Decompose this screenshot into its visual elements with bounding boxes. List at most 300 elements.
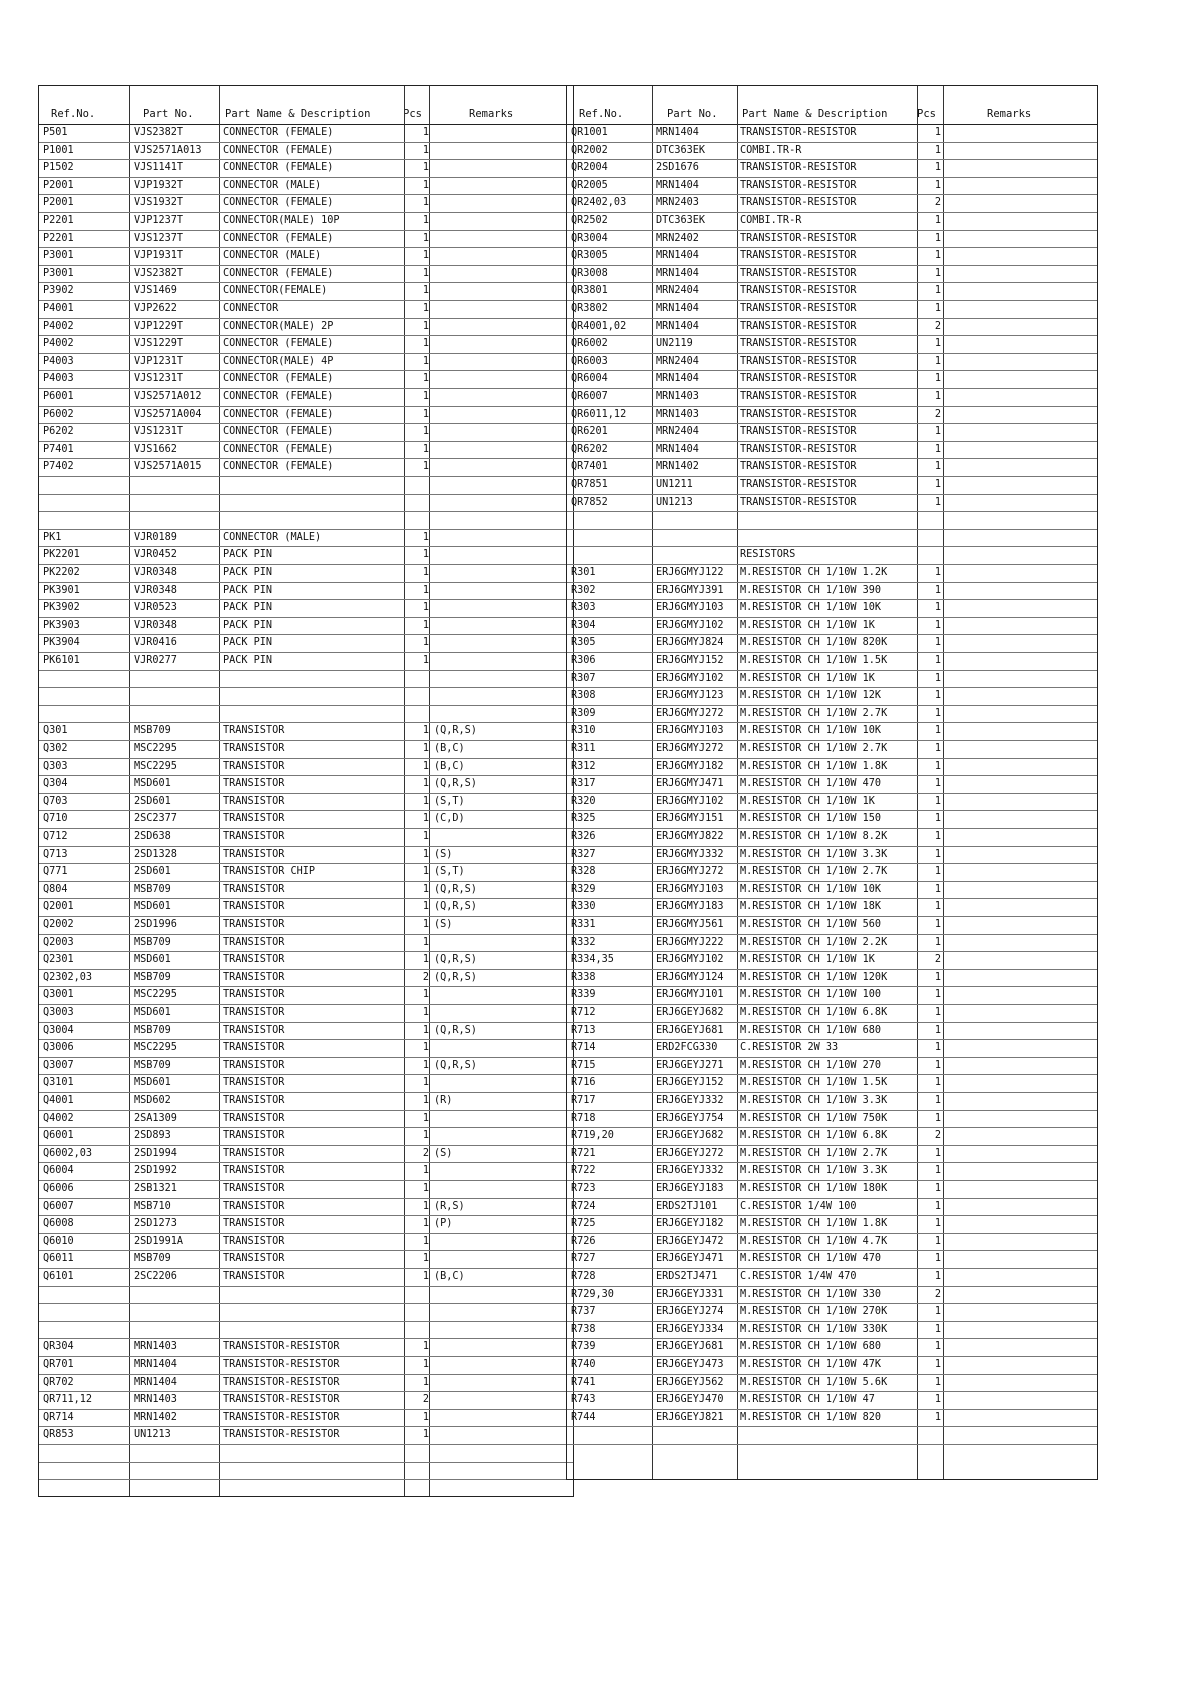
- part-no-cell: VJS1229T: [134, 338, 184, 350]
- part-no-cell: VJS2382T: [134, 267, 184, 279]
- part-no-cell: ERJ6GEYJ332: [656, 1095, 724, 1106]
- ref-no-cell: QR701: [43, 1359, 74, 1370]
- table-row: [39, 476, 573, 495]
- ref-no-cell: R312: [571, 760, 596, 772]
- table-row: [567, 1198, 1097, 1217]
- table-row: [567, 564, 1097, 583]
- part-name-cell: CONNECTOR(MALE) 4P: [223, 355, 334, 367]
- part-no-cell: VJS2571A012: [134, 391, 202, 402]
- part-name-cell: COMBI.TR-R: [740, 215, 802, 226]
- part-no-cell: ERDS2TJ101: [656, 1200, 718, 1212]
- ref-no-cell: R327: [571, 848, 596, 860]
- pcs-cell: 1: [934, 778, 941, 790]
- pcs-cell: 1: [934, 1253, 941, 1265]
- ref-no-cell: R737: [571, 1306, 596, 1318]
- ref-no-cell: R325: [571, 813, 596, 825]
- ref-no-cell: Q712: [43, 831, 68, 842]
- remarks-cell: (B,C): [434, 760, 465, 772]
- table-row: [39, 335, 573, 354]
- ref-no-cell: QR7852: [571, 496, 608, 508]
- part-no-cell: VJR0277: [134, 655, 177, 666]
- ref-no-cell: R309: [571, 707, 596, 719]
- pcs-cell: 2: [422, 1394, 429, 1406]
- table-row: [567, 1180, 1097, 1199]
- pcs-cell: 1: [934, 672, 941, 684]
- pcs-cell: 2: [422, 1147, 429, 1159]
- pcs-cell: 1: [422, 1165, 429, 1177]
- table-row: [567, 476, 1097, 495]
- ref-no-cell: PK3902: [43, 602, 80, 614]
- part-no-cell: 2SD601: [134, 866, 171, 878]
- ref-no-cell: QR714: [43, 1411, 74, 1423]
- part-no-cell: VJS1662: [134, 443, 177, 455]
- part-name-cell: PACK PIN: [223, 637, 273, 649]
- ref-no-cell: Q713: [43, 848, 68, 860]
- table-row: [39, 353, 573, 372]
- part-no-cell: VJR0348: [134, 584, 177, 596]
- pcs-cell: 1: [422, 320, 429, 332]
- part-no-cell: VJS1932T: [134, 197, 184, 209]
- part-no-cell: MRN2404: [656, 355, 699, 367]
- pcs-cell: 1: [934, 919, 941, 930]
- table-row: [567, 582, 1097, 601]
- ref-no-cell: Q6010: [43, 1235, 74, 1247]
- table-row: [567, 335, 1097, 354]
- part-no-cell: MRN1402: [134, 1411, 177, 1423]
- part-name-cell: M.RESISTOR CH 1/10W 2.7K: [740, 1147, 888, 1159]
- table-row: [39, 898, 573, 917]
- ref-no-cell: QR853: [43, 1429, 74, 1441]
- pcs-cell: 1: [934, 1095, 941, 1106]
- ref-no-cell: QR3008: [571, 267, 608, 279]
- table-row: [567, 1162, 1097, 1181]
- ref-no-cell: QR6003: [571, 355, 608, 367]
- ref-no-cell: Q2002: [43, 919, 74, 930]
- part-name-cell: M.RESISTOR CH 1/10W 1.5K: [740, 1077, 888, 1089]
- part-no-cell: DTC363EK: [656, 144, 706, 156]
- part-name-cell: TRANSISTOR-RESISTOR: [223, 1341, 340, 1353]
- part-name-cell: CONNECTOR (MALE): [223, 531, 322, 543]
- pcs-cell: 1: [934, 831, 941, 842]
- part-name-cell: CONNECTOR (FEMALE): [223, 338, 334, 350]
- pcs-cell: 1: [422, 426, 429, 438]
- part-no-cell: MRN1404: [656, 303, 699, 314]
- remarks-cell: (R): [434, 1095, 453, 1106]
- part-name-cell: TRANSISTOR-RESISTOR: [740, 303, 857, 314]
- part-name-cell: TRANSISTOR: [223, 848, 285, 860]
- table-row: [567, 951, 1097, 970]
- part-name-cell: M.RESISTOR CH 1/10W 1.5K: [740, 655, 888, 666]
- part-no-cell: ERJ6GMYJ101: [656, 989, 724, 1001]
- part-no-cell: MSC2295: [134, 743, 177, 754]
- part-name-cell: M.RESISTOR CH 1/10W 750K: [740, 1112, 888, 1124]
- part-no-cell: ERJ6GMYJ471: [656, 778, 724, 790]
- part-name-cell: TRANSISTOR-RESISTOR: [223, 1376, 340, 1388]
- part-name-cell: TRANSISTOR-RESISTOR: [740, 355, 857, 367]
- part-name-cell: CONNECTOR (FEMALE): [223, 267, 334, 279]
- ref-no-cell: QR3802: [571, 303, 608, 314]
- part-no-cell: ERD2FCG330: [656, 1042, 718, 1054]
- part-no-cell: ERJ6GEYJ682: [656, 1130, 724, 1142]
- part-no-cell: MRN1404: [134, 1376, 177, 1388]
- table-row: [39, 1286, 573, 1305]
- ref-no-cell: Q304: [43, 778, 68, 790]
- pcs-cell: 1: [422, 1411, 429, 1423]
- part-name-cell: C.RESISTOR 2W 33: [740, 1042, 839, 1054]
- table-row: [567, 775, 1097, 794]
- part-no-cell: MRN1404: [656, 373, 699, 385]
- pcs-cell: 1: [934, 760, 941, 772]
- ref-no-cell: PK3903: [43, 619, 80, 631]
- part-name-cell: TRANSISTOR: [223, 1183, 285, 1194]
- part-no-cell: ERJ6GEYJ334: [656, 1323, 724, 1335]
- table-row: [567, 793, 1097, 812]
- pcs-cell: 1: [422, 778, 429, 790]
- part-no-cell: VJR0348: [134, 619, 177, 631]
- part-name-cell: M.RESISTOR CH 1/10W 1.2K: [740, 567, 888, 578]
- pcs-cell: 1: [934, 1359, 941, 1370]
- part-name-cell: TRANSISTOR-RESISTOR: [740, 338, 857, 350]
- part-no-cell: UN1211: [656, 479, 693, 490]
- part-name-cell: CONNECTOR (FEMALE): [223, 197, 334, 209]
- ref-no-cell: P1001: [43, 144, 74, 156]
- table-row: [39, 406, 573, 425]
- remarks-cell: (C,D): [434, 813, 465, 825]
- part-no-cell: VJS2571A013: [134, 144, 202, 156]
- part-no-cell: MSB709: [134, 1253, 171, 1265]
- ref-no-cell: R718: [571, 1112, 596, 1124]
- pcs-cell: 1: [934, 1341, 941, 1353]
- table-row: [39, 1145, 573, 1164]
- ref-no-cell: QR6002: [571, 338, 608, 350]
- ref-no-cell: QR711,12: [43, 1394, 93, 1406]
- table-row: [567, 247, 1097, 266]
- remarks-cell: (P): [434, 1218, 453, 1230]
- ref-no-cell: Q303: [43, 760, 68, 772]
- pcs-cell: 1: [422, 1183, 429, 1194]
- pcs-cell: 1: [422, 1077, 429, 1089]
- pcs-cell: 1: [934, 813, 941, 825]
- remarks-cell: (S,T): [434, 795, 465, 807]
- pcs-cell: 1: [934, 1077, 941, 1089]
- pcs-cell: 1: [422, 1341, 429, 1353]
- part-name-cell: TRANSISTOR: [223, 813, 285, 825]
- table-header: [39, 86, 573, 125]
- table-row: [567, 828, 1097, 847]
- table-row: [567, 265, 1097, 284]
- ref-no-cell: R738: [571, 1323, 596, 1335]
- part-name-cell: M.RESISTOR CH 1/10W 680: [740, 1024, 882, 1036]
- pcs-cell: 1: [422, 179, 429, 191]
- pcs-cell: 1: [422, 1253, 429, 1265]
- pcs-cell: 2: [934, 1130, 941, 1142]
- pcs-cell: 1: [422, 919, 429, 930]
- part-name-cell: TRANSISTOR: [223, 1271, 285, 1282]
- ref-no-cell: QR6011,12: [571, 408, 627, 420]
- table-row: [567, 670, 1097, 689]
- table-row: [39, 1074, 573, 1093]
- part-no-cell: VJS2382T: [134, 127, 184, 138]
- part-name-cell: M.RESISTOR CH 1/10W 470: [740, 778, 882, 790]
- table-row: [39, 758, 573, 777]
- ref-no-cell: R744: [571, 1411, 596, 1423]
- part-name-cell: TRANSISTOR-RESISTOR: [223, 1359, 340, 1370]
- ref-no-cell: R728: [571, 1271, 596, 1282]
- part-name-cell: PACK PIN: [223, 655, 273, 666]
- ref-no-cell: Q6101: [43, 1271, 74, 1282]
- pcs-cell: 1: [934, 1394, 941, 1406]
- part-name-cell: TRANSISTOR: [223, 1059, 285, 1071]
- part-no-cell: 2SD638: [134, 831, 171, 842]
- part-name-cell: TRANSISTOR-RESISTOR: [223, 1429, 340, 1441]
- ref-no-cell: P2201: [43, 232, 74, 244]
- ref-no-cell: R729,30: [571, 1288, 614, 1300]
- pcs-cell: 1: [934, 391, 941, 402]
- pcs-cell: 1: [934, 1147, 941, 1159]
- part-no-cell: DTC363EK: [656, 215, 706, 226]
- table-row: [39, 1057, 573, 1076]
- part-name-cell: M.RESISTOR CH 1/10W 150: [740, 813, 882, 825]
- part-no-cell: VJS1237T: [134, 232, 184, 244]
- part-name-cell: TRANSISTOR-RESISTOR: [740, 408, 857, 420]
- part-no-cell: ERJ6GEYJ182: [656, 1218, 724, 1230]
- part-name-cell: TRANSISTOR-RESISTOR: [740, 391, 857, 402]
- ref-no-cell: Q3007: [43, 1059, 74, 1071]
- part-name-cell: PACK PIN: [223, 602, 273, 614]
- part-name-cell: TRANSISTOR: [223, 971, 285, 983]
- pcs-cell: 1: [934, 725, 941, 737]
- part-no-cell: ERJ6GEYJ681: [656, 1024, 724, 1036]
- table-row: [567, 1426, 1097, 1445]
- table-row: [39, 1022, 573, 1041]
- table-row: [567, 546, 1097, 565]
- pcs-cell: 1: [422, 602, 429, 614]
- ref-no-cell: PK2201: [43, 549, 80, 561]
- pcs-cell: 1: [422, 1376, 429, 1388]
- part-name-cell: M.RESISTOR CH 1/10W 120K: [740, 971, 888, 983]
- ref-no-cell: QR6201: [571, 426, 608, 438]
- part-no-cell: VJP1931T: [134, 250, 184, 262]
- table-row: [567, 1356, 1097, 1375]
- ref-no-cell: Q6007: [43, 1200, 74, 1212]
- part-name-cell: TRANSISTOR CHIP: [223, 866, 316, 878]
- part-no-cell: MRN2404: [656, 426, 699, 438]
- part-no-cell: VJP2622: [134, 303, 177, 314]
- pcs-cell: 1: [934, 338, 941, 350]
- table-row: [39, 634, 573, 653]
- header-part-no: Part No.: [667, 108, 718, 120]
- part-name-cell: M.RESISTOR CH 1/10W 6.8K: [740, 1007, 888, 1018]
- part-name-cell: TRANSISTOR-RESISTOR: [740, 127, 857, 138]
- pcs-cell: 1: [934, 584, 941, 596]
- table-row: [567, 458, 1097, 477]
- part-name-cell: M.RESISTOR CH 1/10W 100: [740, 989, 882, 1001]
- ref-no-cell: Q6008: [43, 1218, 74, 1230]
- ref-no-cell: R320: [571, 795, 596, 807]
- table-row: [39, 494, 573, 513]
- remarks-cell: (R,S): [434, 1200, 465, 1212]
- part-name-cell: TRANSISTOR: [223, 1218, 285, 1230]
- part-no-cell: VJP1237T: [134, 215, 184, 226]
- ref-no-cell: Q6001: [43, 1130, 74, 1142]
- table-row: [39, 511, 573, 530]
- part-no-cell: MSB709: [134, 1024, 171, 1036]
- pcs-cell: 1: [934, 936, 941, 948]
- ref-no-cell: P3001: [43, 250, 74, 262]
- part-name-cell: M.RESISTOR CH 1/10W 1K: [740, 795, 875, 807]
- part-no-cell: VJR0189: [134, 531, 177, 543]
- part-name-cell: M.RESISTOR CH 1/10W 2.7K: [740, 707, 888, 719]
- part-name-cell: M.RESISTOR CH 1/10W 560: [740, 919, 882, 930]
- ref-no-cell: Q4002: [43, 1112, 74, 1124]
- ref-no-cell: R310: [571, 725, 596, 737]
- remarks-cell: (S,T): [434, 866, 465, 878]
- ref-no-cell: P4001: [43, 303, 74, 314]
- table-row: [39, 740, 573, 759]
- ref-no-cell: R717: [571, 1095, 596, 1106]
- part-name-cell: M.RESISTOR CH 1/10W 3.3K: [740, 848, 888, 860]
- table-row: [567, 194, 1097, 213]
- pcs-cell: 1: [422, 1218, 429, 1230]
- ref-no-cell: QR1001: [571, 127, 608, 138]
- table-row: [567, 687, 1097, 706]
- part-name-cell: TRANSISTOR-RESISTOR: [740, 496, 857, 508]
- pcs-cell: 1: [934, 250, 941, 262]
- part-name-cell: TRANSISTOR: [223, 954, 285, 966]
- part-no-cell: VJS1231T: [134, 426, 184, 438]
- ref-no-cell: QR6202: [571, 443, 608, 455]
- part-no-cell: ERJ6GMYJ123: [656, 690, 724, 702]
- part-name-cell: TRANSISTOR: [223, 1007, 285, 1018]
- ref-no-cell: P7402: [43, 461, 74, 473]
- ref-no-cell: R326: [571, 831, 596, 842]
- table-row: [39, 1374, 573, 1393]
- part-no-cell: MSB709: [134, 883, 171, 895]
- ref-no-cell: QR7851: [571, 479, 608, 490]
- ref-no-cell: P4003: [43, 373, 74, 385]
- part-no-cell: ERJ6GMYJ272: [656, 743, 724, 754]
- pcs-cell: 1: [422, 936, 429, 948]
- part-no-cell: ERJ6GEYJ754: [656, 1112, 724, 1124]
- ref-no-cell: R725: [571, 1218, 596, 1230]
- pcs-cell: 1: [422, 1112, 429, 1124]
- table-row: [567, 230, 1097, 249]
- ref-no-cell: PK1: [43, 531, 62, 543]
- pcs-cell: 1: [934, 496, 941, 508]
- table-row: [39, 142, 573, 161]
- part-name-cell: TRANSISTOR: [223, 1253, 285, 1265]
- ref-no-cell: P4003: [43, 355, 74, 367]
- table-row: [567, 1145, 1097, 1164]
- part-no-cell: ERJ6GEYJ183: [656, 1183, 724, 1194]
- ref-no-cell: Q3004: [43, 1024, 74, 1036]
- header-pcs: Pcs: [917, 108, 936, 120]
- part-name-cell: TRANSISTOR-RESISTOR: [223, 1411, 340, 1423]
- table-row: [567, 722, 1097, 741]
- part-no-cell: ERJ6GEYJ681: [656, 1341, 724, 1353]
- part-name-cell: M.RESISTOR CH 1/10W 6.8K: [740, 1130, 888, 1142]
- pcs-cell: 1: [934, 1411, 941, 1423]
- pcs-cell: 1: [934, 285, 941, 297]
- left-parts-table: [38, 85, 574, 1497]
- pcs-cell: 2: [934, 197, 941, 209]
- table-row: [39, 881, 573, 900]
- part-name-cell: CONNECTOR (FEMALE): [223, 232, 334, 244]
- table-row: [567, 370, 1097, 389]
- ref-no-cell: Q6004: [43, 1165, 74, 1177]
- table-row: [39, 388, 573, 407]
- part-no-cell: 2SB1321: [134, 1183, 177, 1194]
- pcs-cell: 1: [934, 355, 941, 367]
- table-row: [567, 1374, 1097, 1393]
- table-row: [39, 423, 573, 442]
- pcs-cell: 1: [934, 795, 941, 807]
- pcs-cell: 1: [422, 1271, 429, 1282]
- part-no-cell: MRN2402: [656, 232, 699, 244]
- ref-no-cell: Q6006: [43, 1183, 74, 1194]
- pcs-cell: 1: [934, 1271, 941, 1282]
- pcs-cell: 1: [934, 743, 941, 754]
- table-row: [567, 969, 1097, 988]
- table-row: [567, 159, 1097, 178]
- pcs-cell: 1: [934, 690, 941, 702]
- table-row: [39, 599, 573, 618]
- remarks-cell: (Q,R,S): [434, 725, 477, 737]
- part-name-cell: TRANSISTOR: [223, 1095, 285, 1106]
- part-no-cell: ERJ6GMYJ222: [656, 936, 724, 948]
- part-name-cell: M.RESISTOR CH 1/10W 2.2K: [740, 936, 888, 948]
- pcs-cell: 1: [422, 1235, 429, 1247]
- part-no-cell: VJP1932T: [134, 179, 184, 191]
- part-name-cell: M.RESISTOR CH 1/10W 10K: [740, 602, 882, 614]
- part-no-cell: MRN2403: [656, 197, 699, 209]
- table-row: [39, 934, 573, 953]
- table-row: [567, 1110, 1097, 1129]
- ref-no-cell: P2001: [43, 197, 74, 209]
- ref-no-cell: R306: [571, 655, 596, 666]
- table-row: [39, 828, 573, 847]
- part-name-cell: CONNECTOR (FEMALE): [223, 162, 334, 174]
- part-no-cell: ERJ6GMYJ822: [656, 831, 724, 842]
- table-row: [39, 793, 573, 812]
- pcs-cell: 1: [934, 883, 941, 895]
- part-no-cell: 2SD1273: [134, 1218, 177, 1230]
- remarks-cell: (Q,R,S): [434, 1059, 477, 1071]
- table-row: [567, 423, 1097, 442]
- ref-no-cell: R714: [571, 1042, 596, 1054]
- table-row: [39, 951, 573, 970]
- pcs-cell: 1: [422, 461, 429, 473]
- part-name-cell: TRANSISTOR: [223, 743, 285, 754]
- table-row: [39, 318, 573, 337]
- part-no-cell: MRN1404: [656, 179, 699, 191]
- part-name-cell: TRANSISTOR-RESISTOR: [740, 285, 857, 297]
- table-row: [39, 1092, 573, 1111]
- part-no-cell: ERJ6GEYJ471: [656, 1253, 724, 1265]
- part-name-cell: TRANSISTOR-RESISTOR: [740, 197, 857, 209]
- table-header: [567, 86, 1097, 125]
- part-no-cell: ERJ6GMYJ102: [656, 954, 724, 966]
- part-no-cell: 2SD1992: [134, 1165, 177, 1177]
- ref-no-cell: QR702: [43, 1376, 74, 1388]
- ref-no-cell: R301: [571, 567, 596, 578]
- part-no-cell: ERJ6GMYJ152: [656, 655, 724, 666]
- part-name-cell: TRANSISTOR: [223, 760, 285, 772]
- part-name-cell: CONNECTOR (FEMALE): [223, 408, 334, 420]
- table-row: [567, 740, 1097, 759]
- pcs-cell: 1: [422, 1042, 429, 1054]
- part-name-cell: TRANSISTOR: [223, 1165, 285, 1177]
